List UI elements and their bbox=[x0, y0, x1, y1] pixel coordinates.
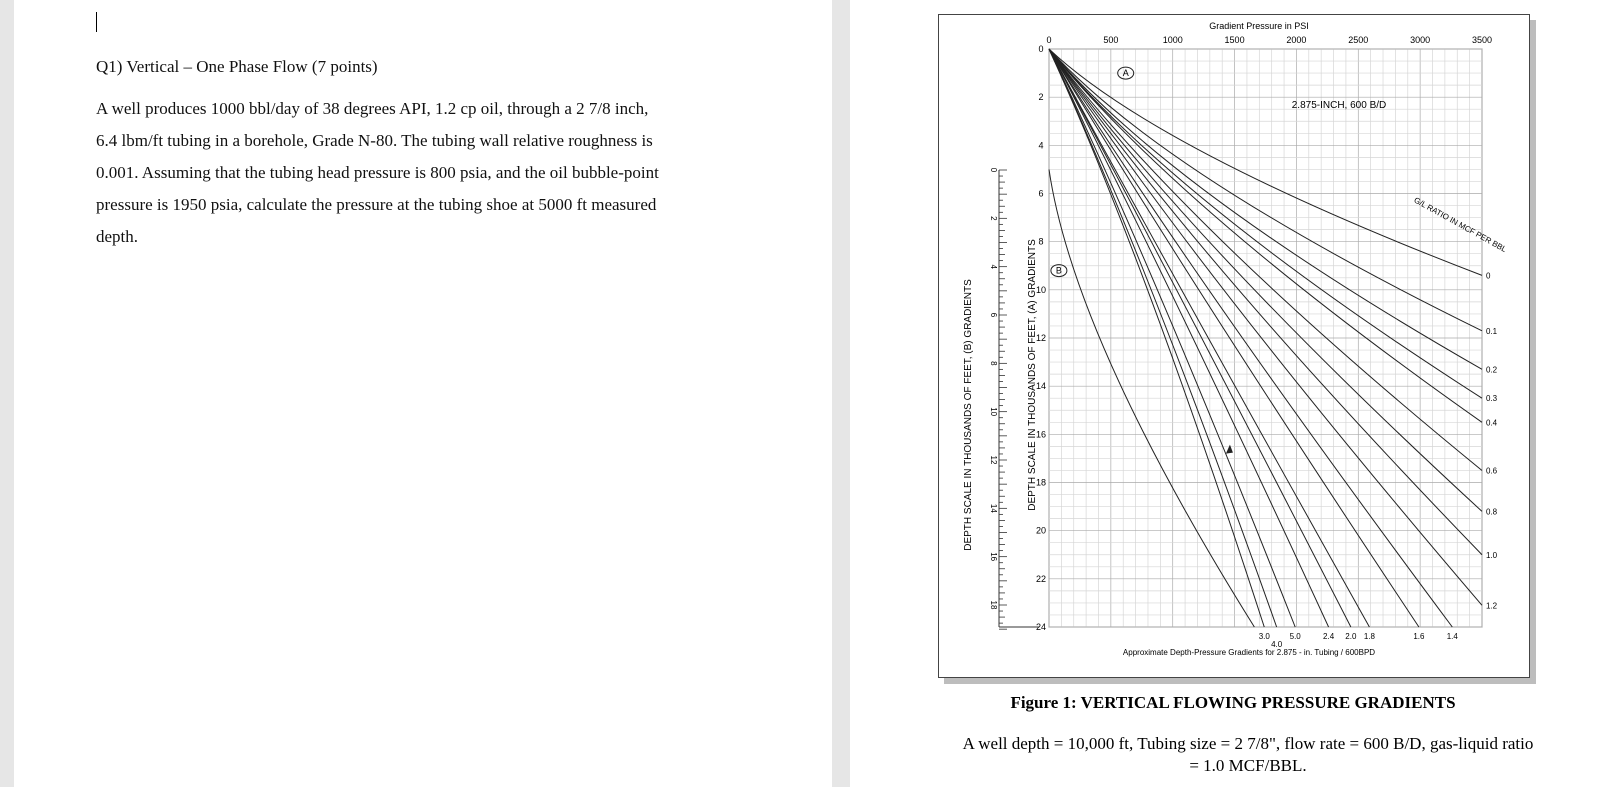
series-label: 1.0 bbox=[1486, 550, 1498, 560]
y-tick-label-b: 18 bbox=[989, 600, 998, 610]
chart-grid bbox=[1049, 49, 1482, 627]
marker-b-label: B bbox=[1055, 265, 1062, 276]
y-tick-label-b: 12 bbox=[989, 455, 998, 465]
series-labels bbox=[1486, 271, 1498, 610]
y-tick-label-a: 10 bbox=[1035, 284, 1047, 295]
bottom-series-label: 3.0 bbox=[1258, 632, 1270, 641]
gradient-curve bbox=[1049, 49, 1482, 398]
series-label: 0.6 bbox=[1486, 466, 1498, 476]
gradient-curve bbox=[1049, 49, 1482, 422]
chart-title: Gradient Pressure in PSI bbox=[1209, 21, 1309, 31]
pressure-gradient-figure bbox=[938, 14, 1530, 678]
bottom-series-label: 1.6 bbox=[1413, 632, 1425, 641]
text-cursor bbox=[96, 12, 97, 32]
x-tick-label: 0 bbox=[1046, 35, 1052, 45]
y-axis-b-label: DEPTH SCALE IN THOUSANDS OF FEET, (B) GRADIENTS bbox=[963, 279, 974, 551]
chart-header-label: 2.875-INCH, 600 B/D bbox=[1291, 100, 1387, 111]
figure-note: A well depth = 10,000 ft, Tubing size = 2 7/8", flow rate = 600 B/D, gas-liquid ratio = 1.0 MCF/BBL. bbox=[962, 734, 1534, 775]
x-tick-label: 2500 bbox=[1348, 35, 1369, 45]
series-label: 0.4 bbox=[1486, 418, 1498, 428]
question-line: pressure is 1950 psia, calculate the pressure at the tubing shoe at 5000 ft measured bbox=[96, 195, 657, 214]
x-tick-label: 1500 bbox=[1224, 35, 1245, 45]
y-tick-label-a: 6 bbox=[1038, 188, 1044, 199]
x-tick-label: 1000 bbox=[1162, 35, 1183, 45]
y-tick-label-a: 24 bbox=[1035, 622, 1047, 632]
bottom-series-label: 1.8 bbox=[1363, 632, 1375, 641]
y-tick-label-b: 4 bbox=[989, 264, 998, 269]
x-tick-label: 3500 bbox=[1471, 35, 1493, 45]
question-line: depth. bbox=[96, 227, 139, 246]
question-line: 6.4 lbm/ft tubing in a borehole, Grade N-80. The tubing wall relative roughness is bbox=[96, 131, 653, 150]
x-tick-label: 3000 bbox=[1410, 35, 1431, 45]
series-label: 1.2 bbox=[1486, 601, 1498, 611]
bottom-series-label: 5.0 bbox=[1289, 632, 1301, 641]
y-tick-label-a: 8 bbox=[1038, 236, 1044, 247]
y-tick-label-a: 12 bbox=[1035, 333, 1047, 343]
direction-arrow bbox=[1226, 445, 1233, 454]
series-label: 0.8 bbox=[1486, 507, 1498, 517]
y-tick-label-b: 6 bbox=[989, 312, 998, 318]
y-tick-label-a: 14 bbox=[1035, 381, 1047, 392]
gl-ratio-title: G/L RATIO IN MCF PER BBL bbox=[1412, 195, 1509, 255]
chart-footer-label: Approximate Depth-Pressure Gradients for 2.875 - in. Tubing / 600BPD bbox=[1122, 648, 1376, 657]
series-label: 0.2 bbox=[1486, 365, 1498, 375]
bottom-labels bbox=[1259, 632, 1459, 649]
series-label: 0.1 bbox=[1486, 326, 1498, 336]
y-tick-label-b: 8 bbox=[989, 361, 998, 366]
y-tick-label-a: 16 bbox=[1035, 429, 1047, 440]
y-tick-label-b: 2 bbox=[989, 216, 998, 221]
x-tick-label: 2000 bbox=[1286, 35, 1307, 45]
question-line: 0.001. Assuming that the tubing head pressure is 800 psia, and the oil bubble-point bbox=[96, 163, 659, 182]
gradient-curve bbox=[1049, 49, 1482, 511]
bottom-series-label: 1.4 bbox=[1446, 632, 1458, 641]
y-tick-label-b: 16 bbox=[989, 552, 998, 562]
y-tick-label-b: 0 bbox=[989, 167, 998, 173]
question-title: Q1) Vertical – One Phase Flow (7 points) bbox=[96, 57, 378, 76]
x-tick-label: 500 bbox=[1103, 35, 1119, 45]
figure-caption: Figure 1: VERTICAL FLOWING PRESSURE GRADIENTS bbox=[1010, 693, 1456, 712]
question-line: A well produces 1000 bbl/day of 38 degrees API, 1.2 cp oil, through a 2 7/8 inch, bbox=[96, 99, 649, 118]
y-tick-label-a: 2 bbox=[1038, 92, 1044, 103]
y-tick-label-a: 22 bbox=[1035, 573, 1047, 584]
series-label: 0 bbox=[1486, 271, 1491, 281]
bottom-series-label: 4.0 bbox=[1271, 640, 1283, 649]
x-axis-ticks bbox=[1046, 35, 1492, 45]
y-axis-a-label: DEPTH SCALE IN THOUSANDS OF FEET, (A) GRADIENTS bbox=[1027, 239, 1038, 511]
y-tick-label-a: 0 bbox=[1038, 44, 1044, 54]
y-tick-label-b: 10 bbox=[989, 407, 998, 417]
y-tick-label-b: 14 bbox=[989, 503, 998, 513]
y-tick-label-a: 18 bbox=[1035, 477, 1047, 488]
marker-a-label: A bbox=[1122, 68, 1129, 79]
gradient-chart bbox=[939, 15, 1529, 677]
gradient-curve bbox=[1049, 49, 1482, 470]
series-label: 0.3 bbox=[1486, 394, 1498, 404]
y-tick-label-a: 4 bbox=[1038, 140, 1044, 151]
bottom-series-label: 2.4 bbox=[1323, 632, 1335, 641]
y-tick-label-a: 20 bbox=[1035, 525, 1047, 536]
bottom-series-label: 2.0 bbox=[1345, 632, 1357, 641]
